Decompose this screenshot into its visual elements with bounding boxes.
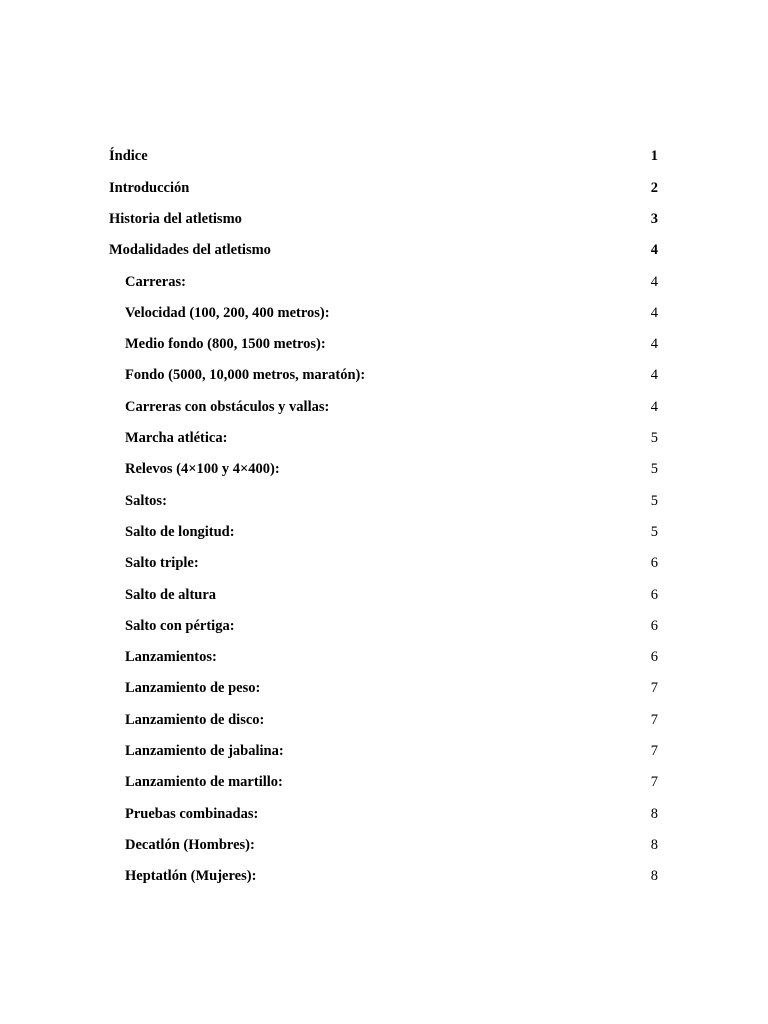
toc-entry[interactable] [109, 548, 658, 579]
toc-entry-title: Lanzamiento de martillo: [125, 774, 283, 791]
toc-entry-page-number: 8 [650, 868, 658, 885]
toc-entry-title: Heptatlón (Mujeres): [125, 868, 257, 885]
toc-entry-page-number: 7 [650, 774, 658, 791]
toc-entry-title: Historia del atletismo [109, 210, 242, 227]
toc-entry-title: Lanzamiento de jabalina: [125, 743, 284, 760]
toc-entry-page-number: 5 [650, 430, 658, 447]
toc-entry-page-number: 4 [650, 273, 658, 290]
toc-entry-page-number: 1 [650, 148, 658, 165]
toc-entry-page-number: 7 [650, 743, 658, 760]
toc-entry[interactable] [109, 704, 658, 735]
toc-entry[interactable] [109, 454, 658, 485]
toc-entry-title: Salto de longitud: [125, 523, 235, 540]
toc-entry-title: Velocidad (100, 200, 400 metros): [125, 304, 330, 321]
toc-entry[interactable] [109, 266, 658, 297]
toc-entry[interactable] [109, 141, 658, 172]
toc-entry[interactable] [109, 235, 658, 266]
toc-entry-page-number: 4 [650, 242, 658, 259]
toc-entry-page-number: 7 [650, 680, 658, 697]
toc-entry-page-number: 8 [650, 836, 658, 853]
toc-entry-page-number: 5 [650, 461, 658, 478]
toc-entry[interactable] [109, 579, 658, 610]
toc-entry-title: Saltos: [125, 492, 167, 509]
toc-entry-page-number: 2 [650, 179, 658, 196]
toc-entry[interactable] [109, 830, 658, 861]
toc-entry-page-number: 4 [650, 336, 658, 353]
toc-entry-title: Índice [109, 148, 148, 165]
toc-entry[interactable] [109, 204, 658, 235]
toc-entry-title: Pruebas combinadas: [125, 805, 259, 822]
toc-entry-title: Relevos (4×100 y 4×400): [125, 461, 280, 478]
toc-entry[interactable] [109, 517, 658, 548]
toc-entry[interactable] [109, 360, 658, 391]
toc-entry-page-number: 4 [650, 367, 658, 384]
toc-entry-title: Carreras con obstáculos y vallas: [125, 398, 330, 415]
toc-entry-page-number: 5 [650, 523, 658, 540]
toc-entry[interactable] [109, 642, 658, 673]
toc-entry-page-number: 7 [650, 711, 658, 728]
toc-entry-page-number: 4 [650, 398, 658, 415]
toc-entry-title: Lanzamientos: [125, 649, 217, 666]
toc-entry-title: Introducción [109, 179, 190, 196]
toc-entry[interactable] [109, 423, 658, 454]
toc-entry-title: Salto con pértiga: [125, 617, 235, 634]
toc-entry-page-number: 4 [650, 304, 658, 321]
toc-entry[interactable] [109, 767, 658, 798]
toc-entry-page-number: 5 [650, 492, 658, 509]
toc-entry-title: Fondo (5000, 10,000 metros, maratón): [125, 367, 366, 384]
toc-entry[interactable] [109, 798, 658, 829]
toc-entry-title: Medio fondo (800, 1500 metros): [125, 336, 326, 353]
toc-entry-title: Lanzamiento de disco: [125, 711, 265, 728]
toc-entry-title: Marcha atlética: [125, 430, 228, 447]
toc-entry-page-number: 6 [650, 586, 658, 603]
toc-entry[interactable] [109, 329, 658, 360]
toc-entry[interactable] [109, 610, 658, 641]
toc-entry-title: Modalidades del atletismo [109, 242, 271, 259]
toc-entry[interactable] [109, 485, 658, 516]
toc-entry-title: Lanzamiento de peso: [125, 680, 261, 697]
toc-entry-page-number: 6 [650, 555, 658, 572]
table-of-contents [109, 141, 658, 892]
toc-entry-page-number: 6 [650, 617, 658, 634]
toc-entry-title: Decatlón (Hombres): [125, 836, 255, 853]
toc-entry[interactable] [109, 391, 658, 422]
toc-entry[interactable] [109, 673, 658, 704]
toc-entry[interactable] [109, 297, 658, 328]
toc-entry-title: Salto triple: [125, 555, 199, 572]
toc-entry-page-number: 3 [650, 210, 658, 227]
toc-entry-title: Salto de altura [125, 586, 217, 603]
toc-entry[interactable] [109, 172, 658, 203]
toc-entry-title: Carreras: [125, 273, 186, 290]
toc-entry[interactable] [109, 736, 658, 767]
toc-entry-page-number: 8 [650, 805, 658, 822]
toc-entry[interactable] [109, 861, 658, 892]
toc-entry-page-number: 6 [650, 649, 658, 666]
